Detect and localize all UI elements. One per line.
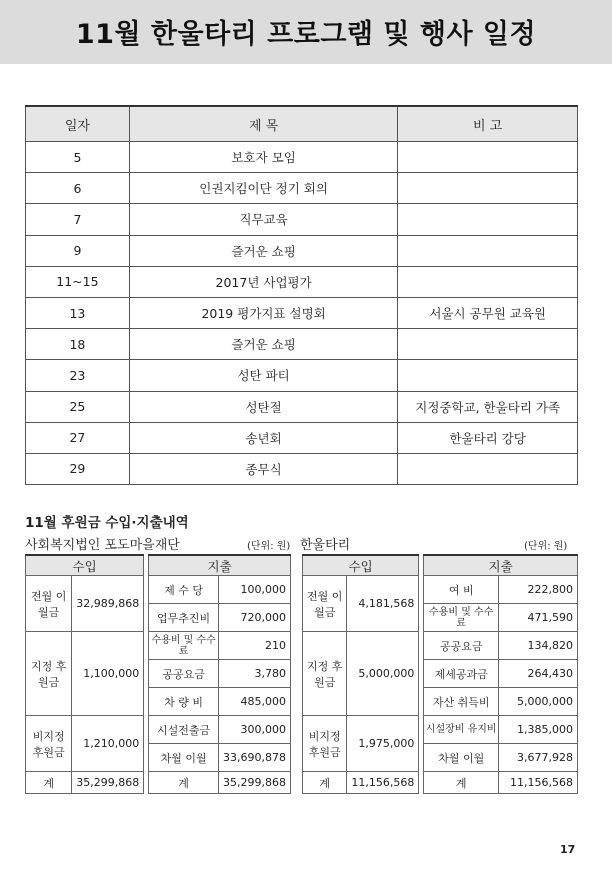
page-title: 11월 한울타리 프로그램 및 행사 일정 <box>75 19 537 50</box>
expense-label: 차 량 비 <box>149 688 219 716</box>
expense-label: 수용비 및 수수료 <box>424 604 499 632</box>
schedule-row <box>26 204 578 235</box>
income-label: 전월 이월금 <box>303 576 347 632</box>
expense-label: 제세공과금 <box>424 660 499 688</box>
left-unit: (단위: 원) <box>247 541 291 552</box>
header-title: 제 목 <box>129 106 397 142</box>
expense-amount: 264,430 <box>499 660 578 688</box>
expense-label: 차월 이월 <box>149 744 219 772</box>
schedule-date: 11~15 <box>26 266 130 297</box>
schedule-row <box>26 266 578 297</box>
income-label: 비지정 후원금 <box>26 716 72 772</box>
income-amount: 1,100,000 <box>72 632 144 716</box>
schedule-title: 송년회 <box>129 422 397 453</box>
right-org-name: 한울타리 <box>300 538 351 553</box>
expense-amount: 485,000 <box>219 688 291 716</box>
expense-label: 업무추진비 <box>149 604 219 632</box>
income-header: 수입 <box>303 555 419 576</box>
title-banner <box>0 0 612 64</box>
expense-label: 공공요금 <box>149 660 219 688</box>
schedule-note <box>398 235 578 266</box>
schedule-date: 29 <box>26 453 130 484</box>
expense-amount: 3,780 <box>219 660 291 688</box>
schedule-row <box>26 453 578 484</box>
expense-label: 시설장비 유지비 <box>424 716 499 744</box>
finance-heading: 11월 후원금 수입·지출내역 <box>25 515 189 531</box>
income-label: 지정 후원금 <box>26 632 72 716</box>
schedule-row <box>26 173 578 204</box>
schedule-title: 종무식 <box>129 453 397 484</box>
header-note: 비 고 <box>398 106 578 142</box>
schedule-row <box>26 391 578 422</box>
schedule-date: 18 <box>26 329 130 360</box>
schedule-note <box>398 360 578 391</box>
expense-total-label: 계 <box>149 772 219 794</box>
schedule-note <box>398 453 578 484</box>
schedule-note: 지정중학교, 한울타리 가족 <box>398 391 578 422</box>
schedule-note <box>398 173 578 204</box>
schedule-date: 6 <box>26 173 130 204</box>
expense-label: 제 수 당 <box>149 576 219 604</box>
expense-label: 여 비 <box>424 576 499 604</box>
income-label: 비지정 후원금 <box>303 716 347 772</box>
schedule-row <box>26 142 578 173</box>
right-unit: (단위: 원) <box>524 541 568 552</box>
schedule-row <box>26 235 578 266</box>
schedule-note <box>398 204 578 235</box>
schedule-date: 9 <box>26 235 130 266</box>
schedule-title: 인권지킴이단 정기 회의 <box>129 173 397 204</box>
schedule-date: 23 <box>26 360 130 391</box>
right-finance-table <box>302 554 578 794</box>
income-total-amount: 11,156,568 <box>347 772 419 794</box>
expense-amount: 33,690,878 <box>219 744 291 772</box>
income-amount: 1,975,000 <box>347 716 419 772</box>
schedule-row <box>26 422 578 453</box>
schedule-table <box>25 105 578 485</box>
schedule-title: 성탄 파티 <box>129 360 397 391</box>
expense-total-label: 계 <box>424 772 499 794</box>
schedule-date: 13 <box>26 297 130 328</box>
expense-amount: 1,385,000 <box>499 716 578 744</box>
expense-label: 공공요금 <box>424 632 499 660</box>
expense-label: 자산 취득비 <box>424 688 499 716</box>
schedule-title: 즐거운 쇼핑 <box>129 329 397 360</box>
schedule-title: 즐거운 쇼핑 <box>129 235 397 266</box>
income-amount: 1,210,000 <box>72 716 144 772</box>
income-header: 수입 <box>26 555 144 576</box>
income-amount: 32,989,868 <box>72 576 144 632</box>
expense-label: 시설전출금 <box>149 716 219 744</box>
income-label: 전월 이월금 <box>26 576 72 632</box>
expense-amount: 3,677,928 <box>499 744 578 772</box>
schedule-row <box>26 329 578 360</box>
schedule-row <box>26 297 578 328</box>
expense-total-amount: 11,156,568 <box>499 772 578 794</box>
income-total-amount: 35,299,868 <box>72 772 144 794</box>
expense-amount: 222,800 <box>499 576 578 604</box>
expense-header: 지출 <box>424 555 578 576</box>
expense-header: 지출 <box>149 555 291 576</box>
schedule-note <box>398 329 578 360</box>
expense-amount: 100,000 <box>219 576 291 604</box>
income-amount: 5,000,000 <box>347 632 419 716</box>
income-total-label: 계 <box>303 772 347 794</box>
page-number: 17 <box>560 843 576 856</box>
schedule-note <box>398 266 578 297</box>
expense-amount: 720,000 <box>219 604 291 632</box>
schedule-date: 25 <box>26 391 130 422</box>
schedule-date: 7 <box>26 204 130 235</box>
schedule-title: 2019 평가지표 설명회 <box>129 297 397 328</box>
schedule-date: 5 <box>26 142 130 173</box>
schedule-title: 성탄절 <box>129 391 397 422</box>
schedule-date: 27 <box>26 422 130 453</box>
income-amount: 4,181,568 <box>347 576 419 632</box>
income-total-label: 계 <box>26 772 72 794</box>
expense-amount: 300,000 <box>219 716 291 744</box>
schedule-note <box>398 142 578 173</box>
schedule-title: 2017년 사업평가 <box>129 266 397 297</box>
schedule-row <box>26 360 578 391</box>
expense-label: 수용비 및 수수료 <box>149 632 219 660</box>
schedule-title: 직무교육 <box>129 204 397 235</box>
schedule-note: 서울시 공무원 교육원 <box>398 297 578 328</box>
expense-label: 차월 이월 <box>424 744 499 772</box>
header-date: 일자 <box>26 106 130 142</box>
expense-amount: 5,000,000 <box>499 688 578 716</box>
schedule-title: 보호자 모임 <box>129 142 397 173</box>
left-finance-table <box>25 554 291 794</box>
left-org-name: 사회복지법인 포도마을재단 <box>25 538 180 553</box>
expense-amount: 210 <box>219 632 291 660</box>
expense-amount: 134,820 <box>499 632 578 660</box>
schedule-header-row <box>26 106 578 142</box>
expense-total-amount: 35,299,868 <box>219 772 291 794</box>
schedule-note: 한울타리 강당 <box>398 422 578 453</box>
income-label: 지정 후원금 <box>303 632 347 716</box>
expense-amount: 471,590 <box>499 604 578 632</box>
